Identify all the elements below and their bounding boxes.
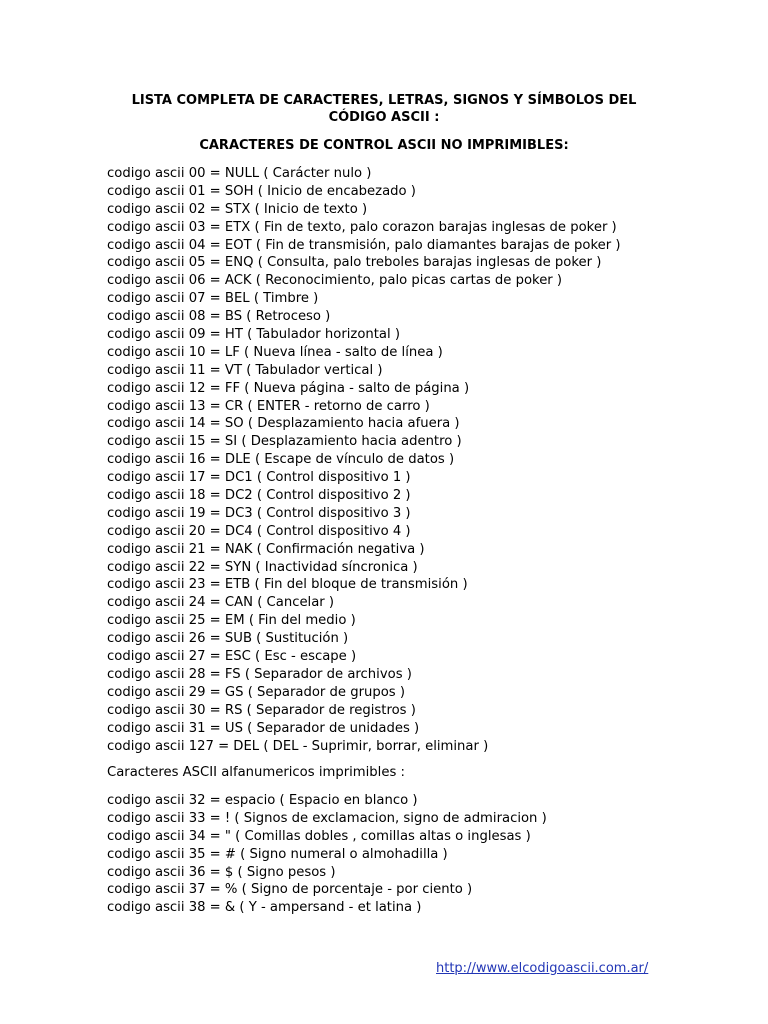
control-code-line: codigo ascii 15 = SI ( Desplazamiento hacia adentro ) [107, 434, 462, 450]
printable-code-line: codigo ascii 37 = % ( Signo de porcentaje - por ciento ) [107, 882, 473, 898]
printable-code-line: codigo ascii 33 = ! ( Signos de exclamacion, signo de admiracion ) [107, 810, 547, 826]
control-code-line: codigo ascii 22 = SYN ( Inactividad síncronica ) [107, 559, 418, 575]
control-code-line: codigo ascii 30 = RS ( Separador de registros ) [107, 702, 416, 718]
website-link[interactable]: http://www.elcodigoascii.com.ar/ [436, 961, 649, 976]
control-code-line: codigo ascii 09 = HT ( Tabulador horizontal ) [107, 327, 401, 343]
document-title-line-2: CÓDIGO ASCII : [328, 110, 440, 125]
control-code-line: codigo ascii 18 = DC2 ( Control dispositivo 2 ) [107, 488, 411, 504]
document-title-line-1: LISTA COMPLETA DE CARACTERES, LETRAS, SIGNOS Y SÍMBOLOS DEL [131, 93, 637, 108]
control-code-line: codigo ascii 27 = ESC ( Esc - escape ) [107, 649, 357, 665]
control-code-line: codigo ascii 31 = US ( Separador de unidades ) [107, 720, 420, 736]
control-code-line: codigo ascii 01 = SOH ( Inicio de encabezado ) [107, 183, 416, 199]
printable-code-line: codigo ascii 32 = espacio ( Espacio en blanco ) [107, 793, 418, 808]
control-code-line: codigo ascii 10 = LF ( Nueva línea - salto de línea ) [107, 344, 443, 360]
control-code-line: codigo ascii 19 = DC3 ( Control dispositivo 3 ) [107, 505, 411, 521]
control-code-line: codigo ascii 21 = NAK ( Confirmación negativa ) [107, 541, 425, 557]
printable-code-line: codigo ascii 35 = # ( Signo numeral o almohadilla ) [107, 846, 448, 862]
control-code-line: codigo ascii 17 = DC1 ( Control dispositivo 1 ) [107, 470, 411, 486]
control-characters-list [107, 165, 747, 755]
section-title-control-characters: CARACTERES DE CONTROL ASCII NO IMPRIMIBLES: [199, 138, 569, 153]
control-code-line: codigo ascii 02 = STX ( Inicio de texto ) [107, 201, 368, 217]
control-code-line: codigo ascii 16 = DLE ( Escape de vínculo de datos ) [107, 452, 455, 468]
control-code-line: codigo ascii 07 = BEL ( Timbre ) [107, 291, 319, 307]
control-code-line: codigo ascii 14 = SO ( Desplazamiento hacia afuera ) [107, 416, 460, 432]
control-code-line: codigo ascii 25 = EM ( Fin del medio ) [107, 613, 356, 629]
printable-code-line: codigo ascii 34 = " ( Comillas dobles , comillas altas o inglesas ) [107, 828, 531, 844]
control-code-line: codigo ascii 20 = DC4 ( Control dispositivo 4 ) [107, 523, 411, 539]
control-code-line: codigo ascii 26 = SUB ( Sustitución ) [107, 631, 349, 647]
printable-characters-list [107, 792, 747, 917]
printable-code-line: codigo ascii 36 = $ ( Signo pesos ) [107, 864, 336, 880]
control-code-line: codigo ascii 13 = CR ( ENTER - retorno de carro ) [107, 398, 430, 414]
printable-characters-heading: Caracteres ASCII alfanumericos imprimibles : [107, 765, 405, 780]
control-code-line: codigo ascii 29 = GS ( Separador de grupos ) [107, 684, 406, 700]
control-code-line: codigo ascii 00 = NULL ( Carácter nulo ) [107, 166, 372, 181]
control-code-line: codigo ascii 03 = ETX ( Fin de texto, palo corazon barajas inglesas de poker ) [107, 219, 617, 235]
control-code-line: codigo ascii 12 = FF ( Nueva página - salto de página ) [107, 380, 470, 396]
control-code-line: codigo ascii 06 = ACK ( Reconocimiento, palo picas cartas de poker ) [107, 273, 563, 289]
control-code-line: codigo ascii 127 = DEL ( DEL - Suprimir, borrar, eliminar ) [107, 738, 489, 754]
control-code-line: codigo ascii 23 = ETB ( Fin del bloque de transmisión ) [107, 577, 468, 593]
control-code-line: codigo ascii 28 = FS ( Separador de archivos ) [107, 666, 412, 682]
control-code-line: codigo ascii 04 = EOT ( Fin de transmisión, palo diamantes barajas de poker ) [107, 237, 621, 253]
control-code-line: codigo ascii 24 = CAN ( Cancelar ) [107, 595, 335, 611]
printable-code-line: codigo ascii 38 = & ( Y - ampersand - et latina ) [107, 900, 422, 916]
control-code-line: codigo ascii 05 = ENQ ( Consulta, palo treboles barajas inglesas de poker ) [107, 255, 602, 271]
control-code-line: codigo ascii 11 = VT ( Tabulador vertical ) [107, 362, 383, 378]
control-code-line: codigo ascii 08 = BS ( Retroceso ) [107, 309, 331, 325]
